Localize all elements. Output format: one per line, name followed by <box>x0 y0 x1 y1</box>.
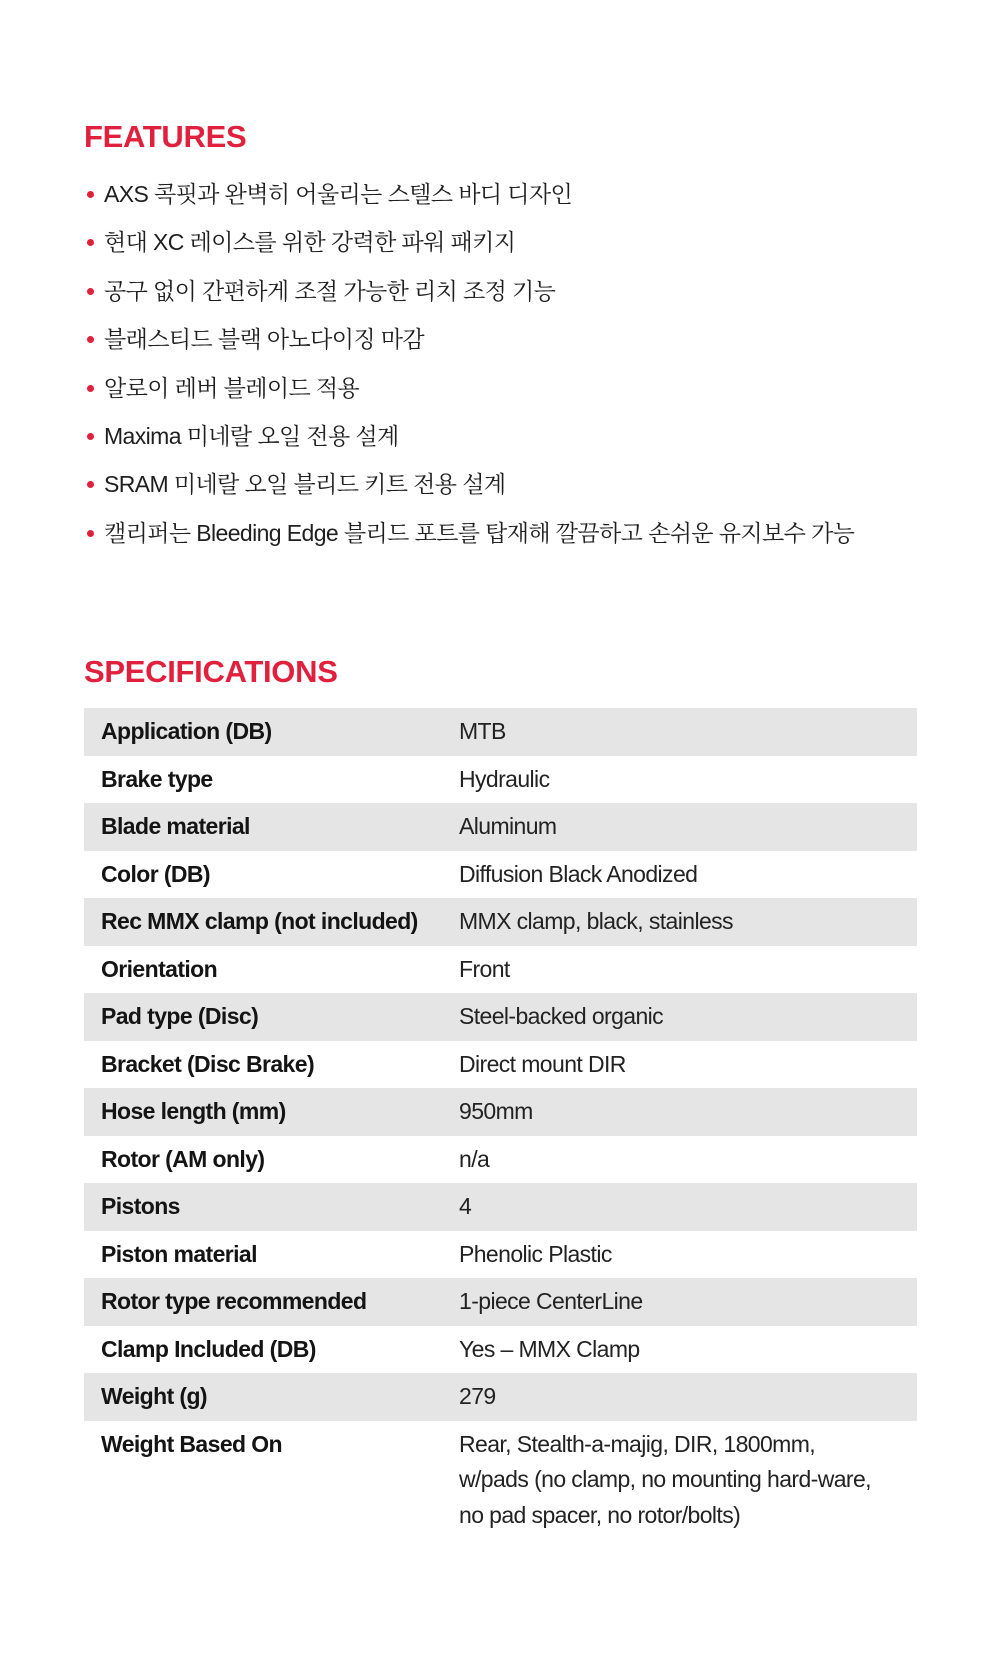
spec-value: Phenolic Plastic <box>459 1240 612 1267</box>
feature-text: 캘리퍼는 Bleeding Edge 블리드 포트를 탑재해 깔끔하고 손쉬운 유지보수 가능 <box>104 519 855 546</box>
spec-label: Orientation <box>101 955 218 982</box>
feature-item <box>84 462 854 510</box>
spec-label: Rotor type recommended <box>101 1288 367 1314</box>
spec-value: Rear, Stealth-a-majig, DIR, 1800mm, w/pads (no clamp, no mounting hard-ware, no pad spacer, no rotor/bolts) <box>459 1430 871 1528</box>
spec-row-orientation <box>84 946 917 994</box>
spec-row-brake-type <box>84 756 917 804</box>
spec-value: MMX clamp, black, stainless <box>459 908 733 934</box>
spec-label: Brake type <box>101 765 213 792</box>
bullet-dot-icon <box>87 433 94 440</box>
spec-row-application <box>84 708 917 756</box>
feature-item <box>84 269 854 317</box>
bullet-dot-icon <box>87 288 94 295</box>
specifications-table <box>84 708 917 1533</box>
feature-text: 알로이 레버 블레이드 적용 <box>104 374 360 401</box>
spec-value: 4 <box>459 1193 472 1219</box>
spec-value: Direct mount DIR <box>459 1050 626 1077</box>
spec-label: Weight Based On <box>101 1430 282 1457</box>
spec-row-clamp-included <box>84 1326 917 1374</box>
feature-text: Maxima 미네랄 오일 전용 설계 <box>104 422 399 449</box>
feature-text: AXS 콕핏과 완벽히 어울리는 스텔스 바디 디자인 <box>104 181 573 207</box>
spec-value: Front <box>459 955 510 982</box>
specifications-heading: SPECIFICATIONS <box>84 654 338 689</box>
spec-row-piston-material <box>84 1231 917 1279</box>
feature-text: 공구 없이 간편하게 조절 가능한 리치 조정 기능 <box>104 277 556 304</box>
feature-text: SRAM 미네랄 오일 블리드 키트 전용 설계 <box>104 471 506 498</box>
spec-label: Weight (g) <box>101 1383 207 1409</box>
bullet-dot-icon <box>87 191 94 198</box>
bullet-dot-icon <box>87 336 94 343</box>
spec-value: Aluminum <box>459 813 557 839</box>
spec-row-mmx-clamp <box>84 898 917 946</box>
spec-value: MTB <box>459 718 506 744</box>
spec-label: Blade material <box>101 813 250 839</box>
spec-value: Hydraulic <box>459 765 550 792</box>
bullet-dot-icon <box>87 481 94 488</box>
spec-label: Hose length (mm) <box>101 1098 286 1124</box>
spec-label: Pad type (Disc) <box>101 1003 259 1029</box>
spec-row-bracket <box>84 1041 917 1089</box>
spec-row-pistons <box>84 1183 917 1231</box>
features-heading: FEATURES <box>84 119 247 154</box>
spec-value: Steel-backed organic <box>459 1003 664 1029</box>
spec-row-color <box>84 851 917 899</box>
spec-row-weight-based-on <box>84 1421 917 1534</box>
features-list <box>84 172 854 559</box>
feature-item <box>84 220 854 268</box>
spec-label: Bracket (Disc Brake) <box>101 1050 315 1077</box>
feature-item <box>84 414 854 462</box>
spec-value: 950mm <box>459 1098 533 1124</box>
spec-row-blade-material <box>84 803 917 851</box>
feature-item <box>84 317 854 365</box>
feature-text: 현대 XC 레이스를 위한 강력한 파워 패키지 <box>104 229 516 256</box>
spec-row-hose-length <box>84 1088 917 1136</box>
spec-label: Application (DB) <box>101 718 272 744</box>
spec-label: Rotor (AM only) <box>101 1145 265 1172</box>
bullet-dot-icon <box>87 530 94 537</box>
feature-item <box>84 172 854 220</box>
spec-row-weight <box>84 1373 917 1421</box>
spec-value: Yes – MMX Clamp <box>459 1335 640 1362</box>
spec-row-pad-type <box>84 993 917 1041</box>
spec-label: Rec MMX clamp (not included) <box>101 908 418 934</box>
spec-row-rotor <box>84 1136 917 1184</box>
bullet-dot-icon <box>87 385 94 392</box>
spec-label: Pistons <box>101 1193 180 1219</box>
feature-text: 블래스티드 블랙 아노다이징 마감 <box>104 326 425 353</box>
bullet-dot-icon <box>87 239 94 246</box>
spec-label: Clamp Included (DB) <box>101 1335 316 1362</box>
spec-value: Diffusion Black Anodized <box>459 860 698 887</box>
spec-value: 279 <box>459 1383 496 1409</box>
spec-label: Piston material <box>101 1240 257 1267</box>
feature-item <box>84 366 854 414</box>
spec-label: Color (DB) <box>101 860 210 887</box>
spec-value: 1-piece CenterLine <box>459 1288 643 1314</box>
feature-item <box>84 511 854 559</box>
spec-row-rotor-type <box>84 1278 917 1326</box>
spec-value: n/a <box>459 1145 490 1172</box>
